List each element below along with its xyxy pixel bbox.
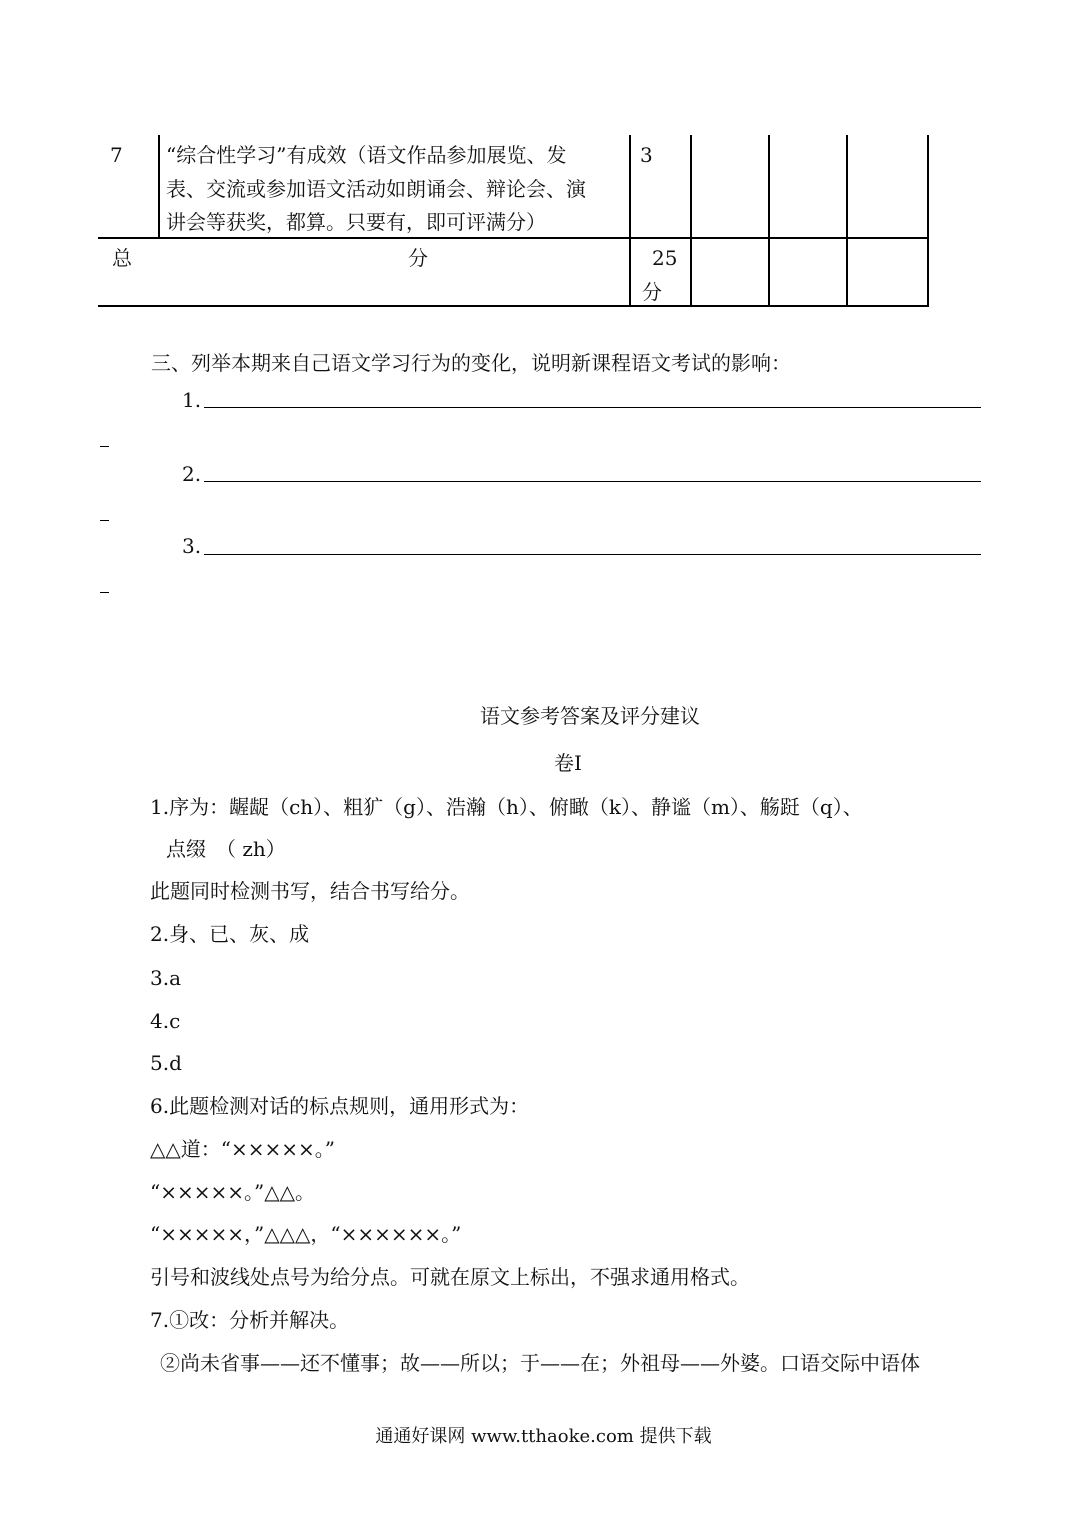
table-vline-score	[629, 135, 631, 307]
blank-line-1[interactable]	[204, 407, 981, 408]
total-score-line1: 25	[652, 246, 678, 270]
answer-line-1: 1.序为：龌龊（ch）、粗犷（g）、浩瀚（h）、俯瞰（k）、静谧（m）、觞跹（q）、	[150, 795, 863, 819]
row7-desc-line3: 讲会等获奖，都算。只要有，即可评满分）	[166, 210, 546, 234]
answer-line-12: 引号和波线处点号为给分点。可就在原文上标出，不强求通用格式。	[150, 1265, 750, 1289]
row7-number: 7	[110, 143, 123, 167]
answers-title: 语文参考答案及评分建议	[480, 704, 700, 728]
answers-subtitle: 卷Ⅰ	[554, 751, 582, 775]
answer-line-5: 3.a	[150, 966, 182, 990]
total-label-left: 总	[112, 246, 132, 270]
blank-item-1-label: 1.	[182, 388, 202, 412]
answer-line-13: 7.①改：分析并解决。	[150, 1308, 350, 1332]
table-hline-mid	[98, 237, 929, 239]
table-vline-desc	[158, 135, 160, 238]
answer-line-8: 6.此题检测对话的标点规则，通用形式为：	[150, 1094, 530, 1118]
blank-item-2-label: 2.	[182, 462, 202, 486]
row7-desc-line1: “综合性学习”有成效（语文作品参加展览、发	[166, 143, 567, 167]
table-vline-c3	[846, 135, 848, 307]
answer-line-6: 4.c	[150, 1009, 181, 1033]
blank-line-2[interactable]	[204, 481, 981, 482]
answer-line-7: 5.d	[150, 1051, 182, 1075]
answer-line-4: 2.身、已、灰、成	[150, 922, 310, 946]
row7-score: 3	[640, 143, 653, 167]
answer-line-11: “×××××，”△△△，“××××××。”	[150, 1222, 462, 1246]
table-vline-c2	[768, 135, 770, 307]
table-vline-c1	[690, 135, 692, 307]
trailing-mark-3	[100, 592, 109, 593]
answer-line-3: 此题同时检测书写，结合书写给分。	[150, 879, 470, 903]
answer-line-2: 点缀 （ zh）	[166, 837, 286, 861]
total-label-right: 分	[408, 246, 428, 270]
section3-heading: 三、列举本期来自己语文学习行为的变化，说明新课程语文考试的影响：	[151, 351, 791, 375]
blank-item-3-label: 3.	[182, 534, 202, 558]
total-score-line2: 分	[642, 280, 662, 304]
blank-line-3[interactable]	[204, 554, 981, 555]
trailing-mark-2	[100, 520, 109, 521]
row7-desc-line2: 表、交流或参加语文活动如朗诵会、辩论会、演	[166, 177, 586, 201]
table-vline-right	[927, 135, 929, 307]
answer-line-14: ②尚未省事——还不懂事；故——所以；于——在；外祖母——外婆。口语交际中语体	[160, 1351, 920, 1375]
answer-line-10: “×××××。”△△。	[150, 1180, 315, 1204]
answer-line-9: △△道：“×××××。”	[150, 1137, 335, 1161]
table-hline-bottom	[98, 305, 929, 307]
trailing-mark-1	[100, 446, 109, 447]
page-footer: 通通好课网 www.tthaoke.com 提供下载	[375, 1426, 712, 1447]
